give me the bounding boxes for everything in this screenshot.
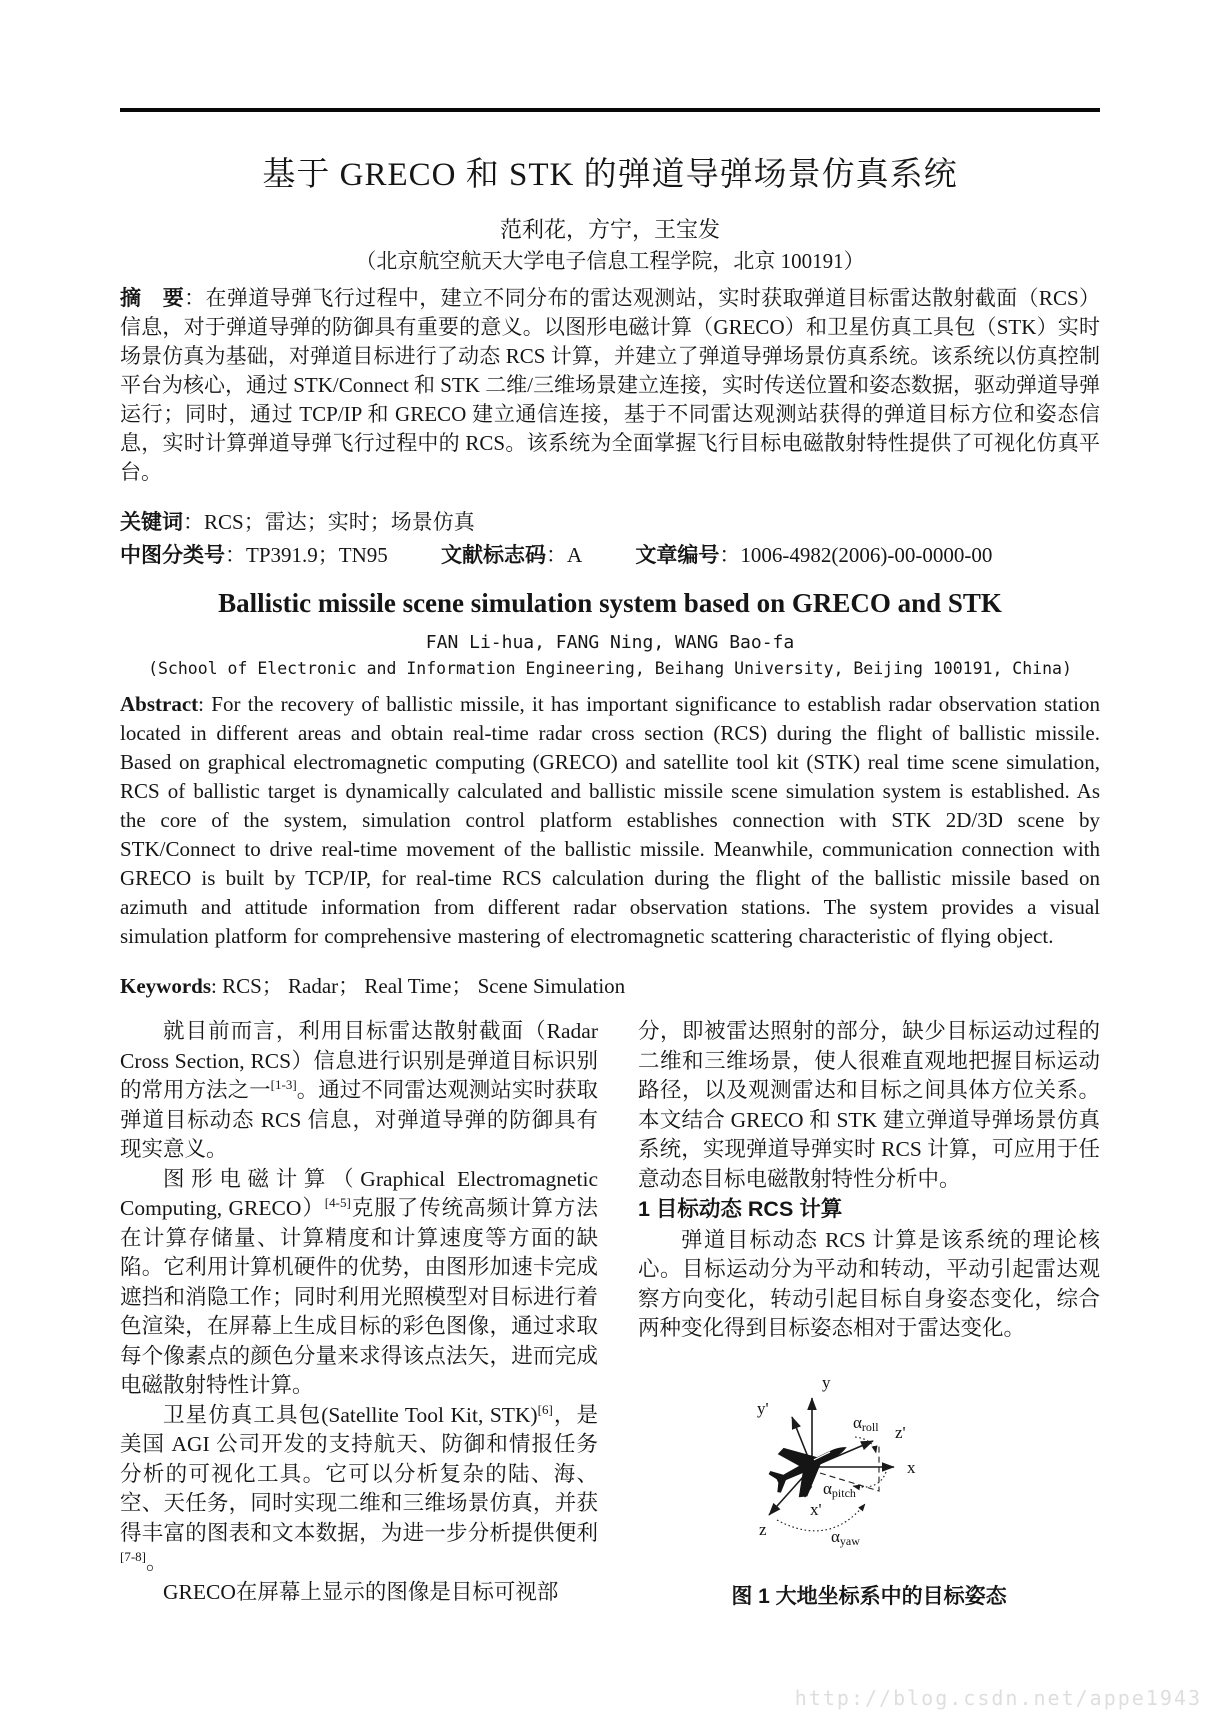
citation-ref: [4-5]: [324, 1194, 351, 1210]
two-column-body: [120, 1017, 1100, 1610]
pitch-arc: [853, 1472, 886, 1487]
doccode-value: ：A: [546, 543, 583, 567]
keywords-label-cn: 关键词: [120, 510, 183, 534]
paper-title-en: Ballistic missile scene simulation system based on GRECO and STK: [218, 588, 1002, 618]
alpha-symbol: α: [853, 1412, 862, 1432]
header-rule: [120, 108, 1100, 112]
csdn-watermark: http://blog.csdn.net/appe1943: [794, 1686, 1202, 1710]
paragraph-text: 就目前而言，利用目标雷达散射截面（Radar Cross Section, RCS）信息进行识别是弹道目标识别的常用方法之一: [120, 1019, 598, 1102]
alpha-symbol: α: [823, 1478, 832, 1498]
paragraph-text: ，是美国 AGI 公司开发的支持航天、防御和情报任务分析的可视化工具。它可以分析复杂的陆、海、空、天任务，同时实现二维和三维场景仿真，并获得丰富的图表和文本数据，为进一步分析提供便利: [120, 1402, 598, 1545]
keywords-en: [120, 972, 1100, 1001]
paragraph-text: 克服了传统高频计算方法在计算存储量、计算精度和计算速度等方面的缺陷。它利用计算机硬件的优势，由图形加速卡完成遮挡和消隐工作；同时利用光照模型对目标进行着色渲染，在屏幕上生成目标的彩色图像，通过求取每个像素点的颜色分量来求得该点法矢，进而完成电磁散射特性计算。: [120, 1196, 598, 1397]
clc-pair: [120, 541, 388, 570]
axis-label-y: y: [822, 1372, 831, 1392]
keywords-text-cn: ：RCS；雷达；实时；场景仿真: [183, 510, 475, 534]
abstract-text-cn: ：在弹道导弹飞行过程中，建立不同分布的雷达观测站，实时获取弹道目标雷达散射截面（RCS）信息，对于弹道导弹的防御具有重要的意义。以图形电磁计算（GRECO）和卫星仿真工具包（STK）实时场景仿真为基础，对弹道目标进行了动态 RCS 计算，并建立了弹道导弹场景仿真系统。该系统以仿真控制平台为核心，通过 STK/Connect 和 STK 二维/三维场景建立连接，实时传送位置和姿态数据，驱动弹道导弹运行；同时，通过 TCP/IP 和 GRECO 建立通信连接，基于不同雷达观测站获得的弹道目标方位和姿态信息，实时计算弹道导弹飞行过程中的 RCS。该系统为全面掌握飞行目标电磁散射特性提供了可视化仿真平台。: [120, 286, 1100, 484]
left-column: [120, 1017, 598, 1610]
paragraph-greco: [120, 1165, 598, 1401]
paper-title-cn: 基于 GRECO 和 STK 的弹道导弹场景仿真系统: [262, 157, 958, 193]
citation-ref: [1-3]: [270, 1076, 297, 1092]
citation-ref: [6]: [537, 1401, 553, 1417]
clc-value: ：TP391.9；TN95: [225, 543, 388, 567]
paragraph-greco-screen: GRECO在屏幕上显示的图像是目标可视部: [163, 1579, 559, 1604]
article-id-pair: [635, 541, 992, 570]
authors-cn: 范利花，方宁，王宝发: [499, 217, 720, 242]
keywords-text-en: : RCS； Radar； Real Time； Scene Simulation: [211, 974, 626, 998]
angle-label-yaw: [831, 1527, 860, 1548]
classification-line: [120, 541, 1100, 570]
abstract-text-en: : For the recovery of ballistic missile, it has important significance to establish radar observation station located in different areas and obtain real-time radar cross section (RCS) during the flight of ballistic missile. Based on graphical electromagnetic computing (GRECO) and satellite tool kit (STK) real time scene simulation, RCS of ballistic target is dynamically calculated and ballistic missile scene simulation system is established. As the core of the system, simulation control platform establishes connection with STK 2D/3D scene by STK/Connect to drive real-time movement of the ballistic missile. Meanwhile, communication connection with GRECO is built by TCP/IP, for real-time RCS calculation during the flight of the ballistic missile based on azimuth and attitude information from different radar observation stations. The system provides a visual simulation platform for comprehensive mastering of electromagnetic scattering characteristic of flying object.: [120, 692, 1100, 948]
axis-label-x: x: [907, 1457, 916, 1477]
abstract-label-en: Abstract: [120, 692, 199, 716]
paragraph-text: 卫星仿真工具包(Satellite Tool Kit, STK): [163, 1402, 538, 1427]
doccode-pair: [441, 541, 582, 570]
authors-en: FAN Li-hua, FANG Ning, WANG Bao-fa: [425, 632, 795, 653]
paragraph-intro: [120, 1017, 598, 1165]
figure-1-caption: 图 1 大地坐标系中的目标姿态: [731, 1584, 1007, 1608]
roll-subscript: roll: [861, 1419, 879, 1434]
article-id-value: ：1006-4982(2006)-00-0000-00: [719, 543, 993, 567]
alpha-symbol: α: [831, 1526, 840, 1546]
affiliation-cn: （北京航空航天大学电子信息工程学院，北京 100191）: [355, 249, 865, 273]
abstract-cn: [120, 284, 1100, 487]
paragraph-rcs-core: 弹道目标动态 RCS 计算是该系统的理论核心。目标运动分为平动和转动，平动引起雷达观察方向变化，转动引起目标自身姿态变化，综合两种变化得到目标姿态相对于雷达变化。: [638, 1227, 1100, 1340]
section-1-heading: 1 目标动态 RCS 计算: [638, 1197, 843, 1221]
keywords-cn: [120, 508, 1100, 537]
paragraph-text: 。通过不同雷达观测站实时获取弹道目标动态 RCS 信息，对弹道导弹的防御具有现实意义。: [120, 1078, 598, 1161]
axis-label-y-prime: y': [757, 1398, 769, 1418]
keywords-label-en: Keywords: [120, 974, 211, 998]
axis-label-z: z: [759, 1519, 767, 1539]
angle-label-roll: [853, 1413, 879, 1434]
affiliation-en: (School of Electronic and Information Engineering, Beihang University, Beijing 100191, China): [148, 659, 1072, 678]
right-column: [638, 1017, 1100, 1610]
paragraph-text: 。: [146, 1550, 168, 1574]
clc-label: 中图分类号: [120, 543, 225, 567]
paragraph-stk: [120, 1401, 598, 1578]
abstract-label-cn: 摘 要: [120, 286, 185, 310]
figure-1: [638, 1352, 1100, 1610]
axis-label-x-prime: x': [810, 1499, 822, 1519]
attitude-coordinate-diagram: [689, 1352, 1049, 1572]
abstract-en: [120, 690, 1100, 951]
paragraph-continuation: 分，即被雷达照射的部分，缺少目标运动过程的二维和三维场景，使人很难直观地把握目标运动路径，以及观测雷达和目标之间具体方位关系。本文结合 GRECO 和 STK 建立弹道导弹场景仿真系统，实现弹道导弹实时 RCS 计算，可应用于任意动态目标电磁散射特性分析中。: [638, 1019, 1100, 1191]
pitch-subscript: pitch: [831, 1485, 856, 1500]
article-id-label: 文章编号: [635, 543, 720, 567]
citation-ref: [7-8]: [120, 1548, 146, 1564]
axis-label-z-prime: z': [895, 1422, 906, 1442]
yaw-subscript: yaw: [839, 1533, 860, 1548]
paragraph-text: 图形电磁计算（Graphical Electromagnetic Computing, GRECO）: [120, 1166, 598, 1220]
doccode-label: 文献标志码: [441, 543, 546, 567]
